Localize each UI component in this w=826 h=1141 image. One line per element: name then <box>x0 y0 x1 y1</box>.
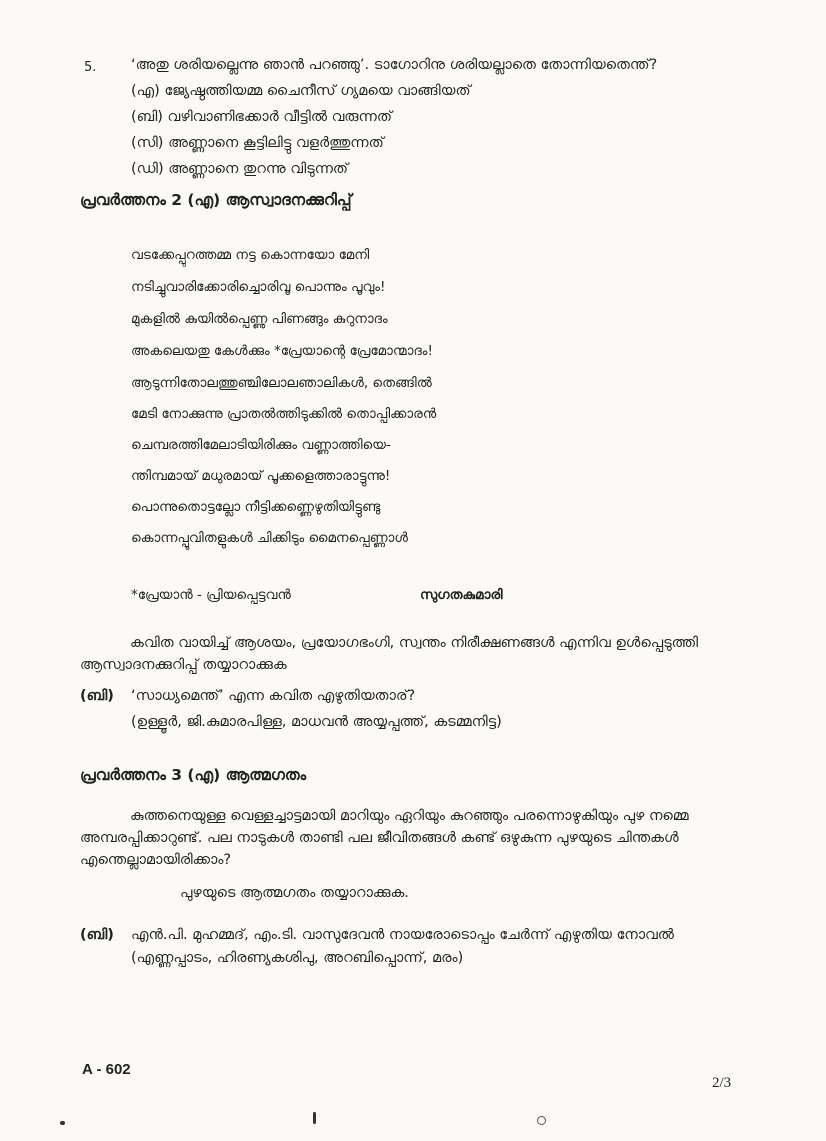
poem-line: മേടി നോക്കുന്നു പ്രാതൽത്തിടുക്കിൽ തൊപ്പിക്കാരൻ <box>131 406 437 422</box>
option-a: (എ) ജ്യേഷ്ഠത്തിയമ്മ ചൈനീസ് ഗ്യമയെ വാങ്ങിയത് <box>131 83 471 99</box>
poet-name: സുഗതകുമാരി <box>420 587 503 603</box>
poem-line: കൊന്നപ്പൂവിതളുകൾ ചിക്കിടും മൈനപ്പെണ്ണാൾ <box>131 530 408 546</box>
poem-line: നടിച്ചുവാരിക്കോരിച്ചൊരിവൂ പൊന്നും പൂവും! <box>131 279 386 295</box>
activity-2-heading: പ്രവർത്തനം 2 (എ) ആസ്വാദനക്കുറിപ്പ് <box>80 191 352 209</box>
activity-3-paragraph: കുത്തനെയുള്ള വെള്ളച്ചാട്ടമായി മാറിയും ഏറിയും കുറഞ്ഞും പരന്നൊഴുകിയും പുഴ നമ്മെ അമ്പരപ്പിക്കാറുണ്ട്. പല നാടുകൾ താണ്ടി പല ജീവിതങ്ങൾ കണ്ട് ഒഴുകുന്ന പുഴയുടെ ചിന്തകൾ എന്തെല്ലാമായിരിക്കാം? <box>80 808 689 868</box>
poem-line: അകലെയതു കേൾക്കും *പ്രേയാന്റെ പ്രേമോന്മാദം! <box>131 343 433 359</box>
scan-speck <box>537 1116 546 1125</box>
poem-line: ന്തിമ്പമായ് മധുരമായ് പൂക്കളെത്താരാട്ടുന്നു! <box>131 468 391 484</box>
activity-3-task: പുഴയുടെ ആത്മഗതം തയ്യാറാക്കുക. <box>180 885 409 901</box>
part-b-label: (ബി) <box>80 927 114 943</box>
poem-line: വടക്കേപ്പുറത്തമ്മ നട്ട കൊന്നയോ മേനി <box>131 247 370 263</box>
part-b-options: (ഉള്ളൂർ, ജി.കുമാരപിള്ള, മാധവൻ അയ്യപ്പത്ത്, കടമ്മനിട്ട) <box>131 714 502 730</box>
part-b-options: (എണ്ണപ്പാടം, ഹിരണ്യകശിപു, അറബിപ്പൊന്ന്, മരം) <box>131 950 464 966</box>
page-number: 2/3 <box>712 1075 732 1091</box>
question-text: ‘അതു ശരിയല്ലെന്നു ഞാൻ പറഞ്ഞു’. ടാഗോറിനു ശരിയല്ലാതെ തോന്നിയതെന്ത്? <box>131 57 658 73</box>
exam-code: A - 602 <box>82 1061 131 1078</box>
poem-line: ആടുന്നിതോലത്തുഞ്ചിലോലഞാലികൾ, തെങ്ങിൽ <box>131 375 432 391</box>
poem-line: മുകളിൽ കുയിൽപ്പെണ്ണു പിണങ്ങും കുറുനാദം <box>131 311 388 327</box>
part-b-question: എൻ.പി. മുഹമ്മദ്, എം.ടി. വാസുദേവൻ നായരോടൊപ്പം ചേർന്ന് എഴുതിയ നോവൽ <box>131 927 674 943</box>
poem-line: പൊന്നുതൊട്ടല്ലോ നീട്ടിക്കണ്ണെഴുതിയിട്ടുണ്ടു <box>131 499 381 515</box>
question-number: 5. <box>84 60 97 75</box>
footnote: *പ്രേയാൻ - പ്രിയപ്പെട്ടവൻ <box>131 587 291 603</box>
option-d: (ഡി) അണ്ണാനെ തുറന്നു വിടുന്നത് <box>131 161 349 177</box>
instruction-text: കവിത വായിച്ച് ആശയം, പ്രയോഗഭംഗി, സ്വന്തം നിരീക്ഷണങ്ങൾ എന്നിവ ഉൾപ്പെടുത്തി ആസ്വാദനക്കുറിപ്പ് തയ്യാറാക്കുക <box>80 635 699 673</box>
scan-speck <box>60 1121 65 1125</box>
part-b-label: (ബി) <box>80 688 114 704</box>
option-b: (ബി) വഴിവാണിഭക്കാർ വീട്ടിൽ വരുന്നത് <box>131 109 392 125</box>
activity-3-heading: പ്രവർത്തനം 3 (എ) ആത്മഗതം <box>80 766 307 784</box>
option-c: (സി) അണ്ണാനെ കൂട്ടിലിട്ടു വളർത്തുന്നത് <box>131 135 384 151</box>
part-b-question: ‘സാധ്യമെന്ത്’ എന്ന കവിത എഴുതിയതാര്? <box>131 688 416 704</box>
poem-line: ചെമ്പരത്തിമേലാടിയിരിക്കും വണ്ണാത്തിയെ- <box>131 437 391 453</box>
scan-speck <box>313 1112 316 1124</box>
